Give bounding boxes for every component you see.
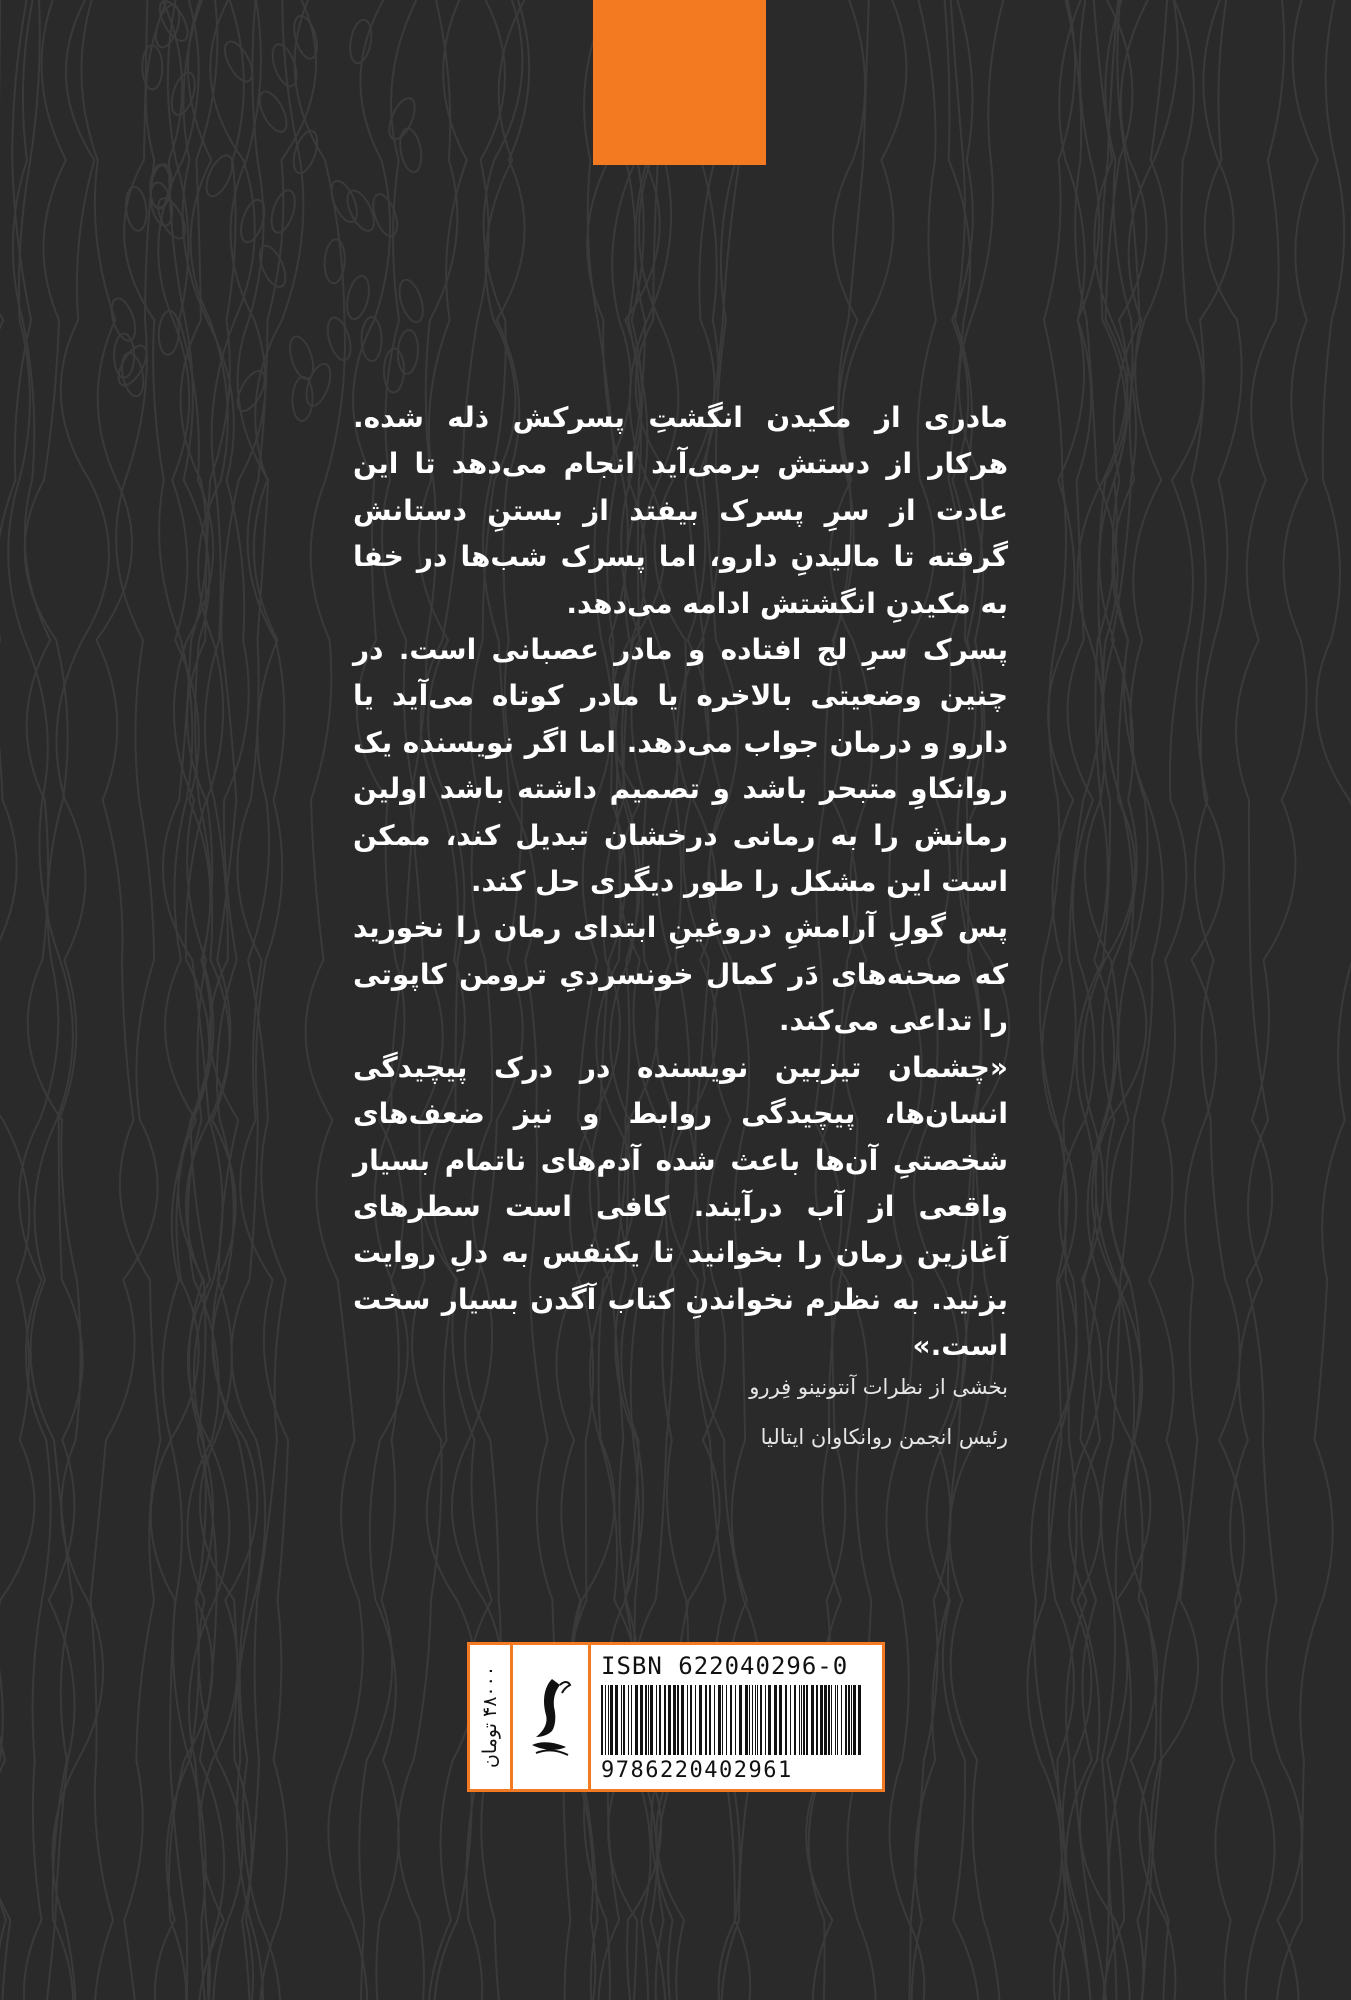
barcode-box	[467, 1642, 885, 1792]
texture-strand	[38, 0, 109, 2000]
texture-strand	[1277, 0, 1351, 2000]
barcode-bar	[650, 1685, 653, 1755]
barcode-bar	[714, 1685, 715, 1755]
barcode-bar	[681, 1685, 684, 1755]
blurb-text	[353, 395, 1008, 1370]
texture-strand	[1247, 0, 1318, 2000]
orange-tab	[593, 0, 766, 165]
texture-strand	[178, 0, 229, 2000]
barcode-bar	[640, 1685, 643, 1755]
texture-strand	[1049, 0, 1095, 2000]
barcode-bar	[610, 1685, 613, 1755]
barcode-bar	[628, 1685, 629, 1755]
texture-leaf	[292, 377, 313, 422]
texture-leaf	[326, 177, 362, 225]
texture-leaf	[201, 152, 237, 200]
texture-strand	[91, 0, 167, 2000]
price-column	[470, 1645, 513, 1789]
barcode-bar	[726, 1685, 727, 1755]
texture-leaf	[323, 315, 355, 363]
attribution-name: بخشی از نظرات آنتونینو فِررو	[749, 1375, 1008, 1399]
barcode-bar	[790, 1685, 791, 1755]
barcode-bar	[816, 1685, 818, 1755]
barcode-bar	[794, 1685, 796, 1755]
barcode-bar	[687, 1685, 688, 1755]
barcode-bar	[760, 1685, 762, 1755]
barcode-bar	[811, 1685, 814, 1755]
attribution	[600, 1362, 1008, 1462]
barcode-bar	[774, 1685, 777, 1755]
barcode-bar	[851, 1685, 852, 1755]
barcode-bar	[837, 1685, 838, 1755]
blurb-paragraph-4: «چشمان تیزبین نویسنده در درک پیچیدگی انسان‌ها، پیچیدگی روابط و نیز ضعف‌های شخصتیِ آن‌ها باعث شده آدم‌های ناتمام بسیار واقعی از آب درآیند. کافی است سطرهای آغازین رمان را بخوانید تا یکنفس به دلِ روایت بزنید. به نظرم نخواندنِ کتاب آگدن بسیار سخت است.»	[353, 1050, 1008, 1363]
texture-strand	[124, 0, 196, 2000]
barcode-bar	[735, 1685, 736, 1755]
barcode-bar	[656, 1685, 657, 1755]
barcode-digits: 9786220402961	[601, 1758, 793, 1783]
texture-leaf	[347, 18, 374, 65]
barcode-bar	[718, 1685, 721, 1755]
isbn-label: ISBN 622040296-0	[601, 1652, 849, 1680]
price-label: ۴۸۰۰۰ تومان	[479, 1665, 501, 1769]
barcode-bar	[828, 1685, 830, 1755]
barcode-bar	[631, 1685, 632, 1755]
barcode-bar	[615, 1685, 618, 1755]
barcode-bar	[757, 1685, 758, 1755]
barcode-bar	[779, 1685, 782, 1755]
barcode-bar	[803, 1685, 805, 1755]
blurb-paragraph-1: مادری از مکیدن انگشتِ پسرکش ذله شده. هرکار از دستش برمی‌آید انجام می‌دهد تا این عادت از سرِ پسرک بیفتد از بستنِ دستانش گرفته تا مالیدنِ دارو، اما پسرک شب‌ها در خفا به مکیدنِ انگشتش ادامه می‌دهد.	[353, 401, 1008, 620]
barcode-bar	[709, 1685, 711, 1755]
barcode-bar	[621, 1685, 622, 1755]
barcode-bar	[824, 1685, 827, 1755]
barcode-area	[591, 1645, 882, 1789]
barcode-bar	[677, 1685, 679, 1755]
texture-strand	[1151, 0, 1242, 2000]
texture-strand	[1042, 0, 1110, 2000]
texture-leaf	[254, 87, 292, 135]
barcode-bar	[845, 1685, 847, 1755]
barcode-bar	[848, 1685, 850, 1755]
barcode-bar	[765, 1685, 766, 1755]
barcode-bar	[705, 1685, 707, 1755]
blurb-paragraph-2: پسرک سرِ لج افتاده و مادر عصبانی است. در چنین وضعیتی بالاخره یا مادر کوتاه می‌آید یا دارو و درمان جواب می‌دهد. اما اگر نویسنده یک روانکاوِ متبحر باشد و تصمیم داشته باشد اولین رمانش را به رمانی درخشان تبدیل کند، ممکن است این مشکل را طور دیگری حل کند.	[353, 633, 1008, 899]
barcode-bar	[648, 1685, 649, 1755]
texture-leaf	[397, 127, 424, 174]
barcode-bar	[635, 1685, 638, 1755]
barcode-icon	[601, 1685, 863, 1755]
barcode-bar	[831, 1685, 832, 1755]
texture-leaf	[119, 351, 147, 398]
texture-strand	[183, 0, 258, 2000]
barcode-bar	[785, 1685, 787, 1755]
texture-leaf	[158, 310, 180, 355]
texture-strand	[0, 0, 31, 2000]
barcode-bar	[605, 1685, 606, 1755]
texture-leaf	[395, 277, 427, 325]
barcode-bar	[695, 1685, 696, 1755]
barcode-bar	[664, 1685, 666, 1755]
barcode-bar	[841, 1685, 842, 1755]
blurb-paragraph-3: پس گولِ آرامشِ دروغینِ ابتدای رمان را نخورید که صحنه‌های دَر کمال خونسردیِ ترومن کاپوتی را تداعی می‌کند.	[353, 911, 1008, 1038]
barcode-bar	[659, 1685, 661, 1755]
barcode-bar	[835, 1685, 836, 1755]
barcode-bar	[806, 1685, 808, 1755]
barcode-bar	[752, 1685, 753, 1755]
texture-strand	[158, 0, 229, 2000]
barcode-bar	[601, 1685, 603, 1755]
texture-strand	[1191, 0, 1274, 2000]
texture-leaf	[107, 296, 140, 344]
barcode-bar	[853, 1685, 856, 1755]
barcode-bar	[745, 1685, 748, 1755]
texture-leaf	[343, 274, 372, 321]
barcode-bar	[623, 1685, 625, 1755]
barcode-bar	[730, 1685, 732, 1755]
texture-leaf	[124, 186, 149, 232]
barcode-bar	[673, 1685, 676, 1755]
barcode-bar	[749, 1685, 750, 1755]
barcode-bar	[722, 1685, 723, 1755]
barcode-bar	[668, 1685, 671, 1755]
barcode-bar	[755, 1685, 756, 1755]
texture-strand	[205, 0, 280, 2000]
barcode-bar	[820, 1685, 823, 1755]
barcode-bar	[645, 1685, 647, 1755]
attribution-role: رئیس انجمن روانکاوان ایتالیا	[760, 1425, 1008, 1449]
barcode-bar	[768, 1685, 771, 1755]
barcode-bar	[739, 1685, 742, 1755]
texture-strand	[168, 0, 243, 2000]
publisher-logo	[513, 1645, 591, 1789]
barcode-bar	[690, 1685, 692, 1755]
texture-leaf	[289, 128, 322, 176]
texture-strand	[1027, 0, 1075, 2000]
barcode-bar	[858, 1685, 861, 1755]
texture-leaf	[302, 361, 335, 409]
barcode-bar	[608, 1685, 609, 1755]
barcode-bar	[801, 1685, 802, 1755]
barcode-bar	[799, 1685, 800, 1755]
barcode-bar	[699, 1685, 702, 1755]
horse-logo-icon	[522, 1667, 580, 1767]
